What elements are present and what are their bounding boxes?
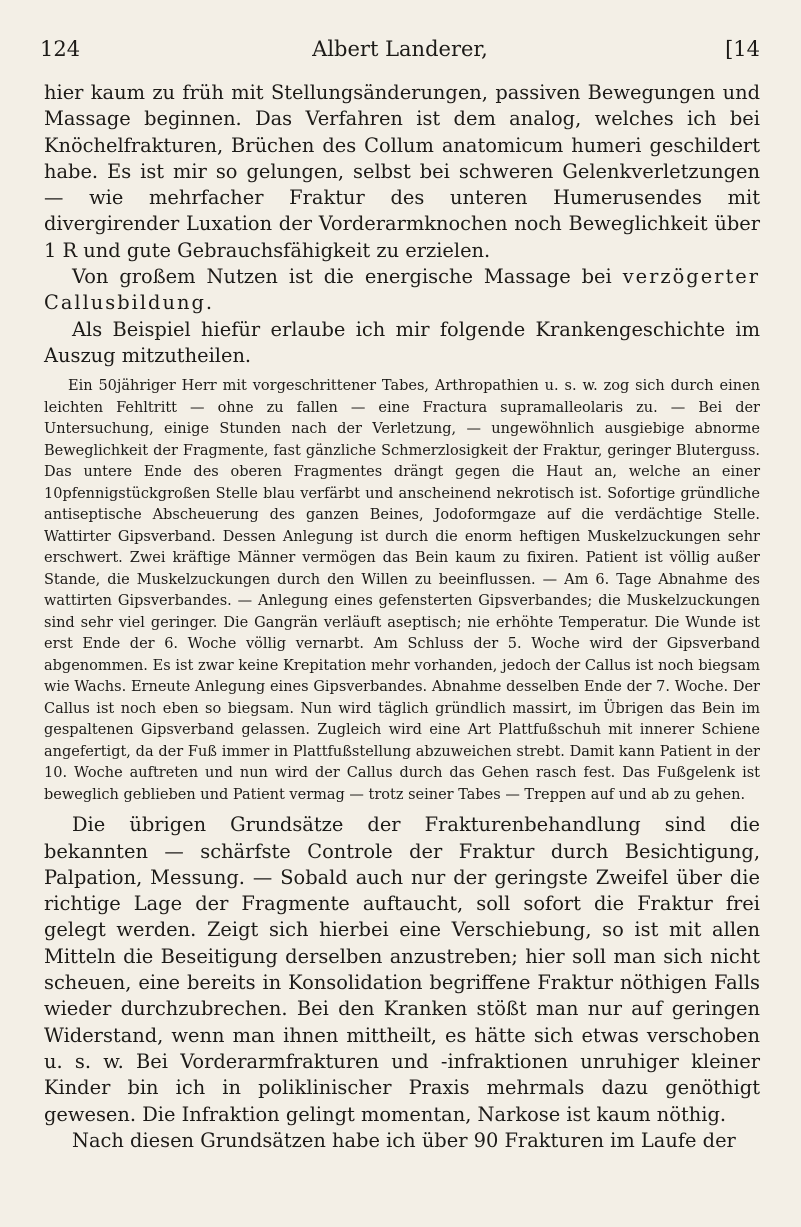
paragraph-2-text: Von großem Nutzen ist die energische Massage bei: [72, 265, 623, 289]
body-text: [44, 80, 760, 1154]
paragraph-4: Die übrigen Grundsätze der Frakturenbehandlung sind die bekannten — schärfste Controle der Fraktur durch Besichtigung, Palpation, Messung. — Sobald auch nur der geringste Zweifel über die richtige Lage der Fragmente auftaucht, soll sofort die Fraktur frei gelegt werden. Zeigt sich hierbei eine Verschiebung, so ist mit allen Mitteln die Beseitigung derselben anzustreben; hier soll man sich nicht scheuen, eine bereits in Konsolidation begriffene Fraktur nöthigen Falls wieder durchzubrechen. Bei den Kranken stößt man nur auf geringen Widerstand, wenn man ihnen mittheilt, es hätte sich etwas verschoben u. s. w. Bei Vorderarmfrakturen und -infraktionen unruhiger kleiner Kinder bin ich in poliklinischer Praxis mehrmals dazu genöthigt gewesen. Die Infraktion gelingt momentan, Narkose ist kaum nöthig.: [44, 813, 760, 1126]
paragraph-1: hier kaum zu früh mit Stellungsänderungen, passiven Bewegungen und Massage beginnen. Das Verfahren ist dem analog, welches ich bei Knöchelfrakturen, Brüchen des Collum anatomicum humeri geschildert habe. Es ist mir so gelungen, selbst bei schweren Gelenkverletzungen — wie mehrfacher Fraktur des unteren Humerusendes mit divergirender Luxation der Vorderarmknochen noch Beweglichkeit über 1 R und gute Gebrauchsfähigkeit zu erzielen.: [44, 81, 760, 262]
running-title: Albert Landerer,: [312, 37, 488, 61]
paragraph-3: Als Beispiel hiefür erlaube ich mir folgende Krankengeschichte im Auszug mitzutheilen.: [44, 317, 760, 367]
section-marker: [14: [725, 37, 760, 61]
case-report: Ein 50jähriger Herr mit vorgeschrittener Tabes, Arthropathien u. s. w. zog sich durch einen leichten Fehltritt — ohne zu fallen — eine Fractura supramalleolaris zu. — Bei der Untersuchung, einige Stunden nach der Verletzung, — ungewöhnlich ausgiebige abnorme Beweglichkeit der Fragmente, fast gänzliche Schmerzlosigkeit der Fraktur, geringer Bluterguss. Das untere Ende des oberen Fragmentes drängt gegen die Haut an, welche an einer 10pfennigstückgroßen Stelle blau verfärbt und anscheinend nekrotisch ist. Sofortige gründliche antiseptische Abscheuerung des ganzen Beines, Jodoformgaze auf die verdächtige Stelle. Wattirter Gipsverband. Dessen Anlegung ist durch die enorm heftigen Muskelzuckungen sehr erschwert. Zwei kräftige Männer vermögen das Bein kaum zu fixiren. Patient ist völlig außer Stande, die Muskelzuckungen durch den Willen zu beeinflussen. — Am 6. Tage Abnahme des wattirten Gipsverbandes. — Anlegung eines gefensterten Gipsverbandes; die Muskelzuckungen sind sehr viel geringer. Die Gangrän verläuft aseptisch; nie erhöhte Temperatur. Die Wunde ist erst Ende der 6. Woche völlig vernarbt. Am Schluss der 5. Woche wird der Gipsverband abgenommen. Es ist zwar keine Krepitation mehr vorhanden, jedoch der Callus ist noch biegsam wie Wachs. Erneute Anlegung eines Gipsverbandes. Abnahme desselben Ende der 7. Woche. Der Callus ist noch eben so biegsam. Nun wird täglich gründlich massirt, im Übrigen das Bein im gespaltenen Gipsverband gelassen. Zugleich wird eine Art Plattfußschuh mit innerer Schiene angefertigt, da der Fuß immer in Plattfußstellung abzuweichen strebt. Damit kann Patient in der 10. Woche auftreten und nun wird der Callus durch das Gehen rasch fest. Das Fußgelenk ist beweglich geblieben und Patient vermag — trotz seiner Tabes — Treppen auf und ab zu gehen.: [44, 378, 760, 803]
paragraph-2: [44, 264, 760, 317]
page-number: 124: [40, 37, 81, 61]
running-header: [40, 34, 760, 64]
paragraph-5: Nach diesen Grundsätzen habe ich über 90 Frakturen im Laufe der: [72, 1128, 736, 1152]
emphasized-term: verzögerter Callusbildung.: [44, 265, 760, 315]
